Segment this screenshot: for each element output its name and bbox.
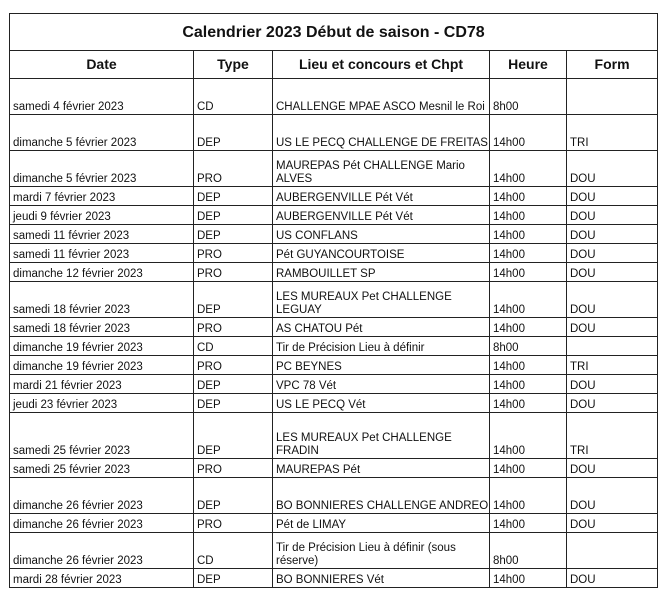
cell-date: dimanche 19 février 2023 <box>10 356 194 375</box>
cell-date: mardi 7 février 2023 <box>10 187 194 206</box>
cell-lieu: VPC 78 Vét <box>273 375 490 394</box>
cell-heure: 14h00 <box>490 356 567 375</box>
table-row <box>10 79 658 115</box>
cell-heure: 14h00 <box>490 478 567 514</box>
cell-form: DOU <box>567 282 658 318</box>
cell-heure: 14h00 <box>490 514 567 533</box>
table-row <box>10 115 658 151</box>
cell-heure: 14h00 <box>490 151 567 187</box>
header-type: Type <box>194 51 273 79</box>
cell-type: DEP <box>194 413 273 459</box>
cell-heure: 14h00 <box>490 394 567 413</box>
cell-lieu: MAUREPAS Pét <box>273 459 490 478</box>
cell-lieu: Pét de LIMAY <box>273 514 490 533</box>
table-row <box>10 413 658 459</box>
cell-heure: 14h00 <box>490 413 567 459</box>
cell-type: DEP <box>194 375 273 394</box>
cell-type: PRO <box>194 459 273 478</box>
header-form: Form <box>567 51 658 79</box>
cell-date: samedi 4 février 2023 <box>10 79 194 115</box>
table-row <box>10 282 658 318</box>
cell-date: dimanche 26 février 2023 <box>10 514 194 533</box>
cell-lieu: AUBERGENVILLE Pét Vét <box>273 187 490 206</box>
cell-lieu: US LE PECQ Vét <box>273 394 490 413</box>
cell-form: DOU <box>567 514 658 533</box>
cell-date: mardi 21 février 2023 <box>10 375 194 394</box>
cell-form: DOU <box>567 478 658 514</box>
cell-type: CD <box>194 79 273 115</box>
table-row <box>10 225 658 244</box>
cell-type: PRO <box>194 263 273 282</box>
cell-form: TRI <box>567 413 658 459</box>
cell-date: samedi 18 février 2023 <box>10 318 194 337</box>
header-lieu: Lieu et concours et Chpt <box>273 51 490 79</box>
cell-type: DEP <box>194 225 273 244</box>
cell-date: samedi 25 février 2023 <box>10 459 194 478</box>
page-title: Calendrier 2023 Début de saison - CD78 <box>10 14 658 51</box>
calendar-sheet <box>9 13 657 588</box>
cell-date: dimanche 26 février 2023 <box>10 478 194 514</box>
cell-lieu: US CONFLANS <box>273 225 490 244</box>
cell-heure: 14h00 <box>490 282 567 318</box>
cell-form: DOU <box>567 225 658 244</box>
cell-type: CD <box>194 533 273 569</box>
cell-date: dimanche 5 février 2023 <box>10 115 194 151</box>
cell-heure: 14h00 <box>490 115 567 151</box>
cell-form: DOU <box>567 459 658 478</box>
cell-heure: 14h00 <box>490 225 567 244</box>
cell-lieu: MAUREPAS Pét CHALLENGE Mario ALVES <box>273 151 490 187</box>
cell-date: samedi 25 février 2023 <box>10 413 194 459</box>
cell-heure: 14h00 <box>490 318 567 337</box>
table-row <box>10 206 658 225</box>
cell-form: TRI <box>567 356 658 375</box>
cell-date: jeudi 9 février 2023 <box>10 206 194 225</box>
cell-lieu: Tir de Précision Lieu à définir <box>273 337 490 356</box>
cell-type: DEP <box>194 478 273 514</box>
header-date: Date <box>10 51 194 79</box>
cell-form <box>567 337 658 356</box>
cell-lieu: PC BEYNES <box>273 356 490 375</box>
cell-form <box>567 533 658 569</box>
table-row <box>10 263 658 282</box>
cell-form: DOU <box>567 263 658 282</box>
cell-type: PRO <box>194 244 273 263</box>
table-row <box>10 459 658 478</box>
cell-date: jeudi 23 février 2023 <box>10 394 194 413</box>
cell-type: DEP <box>194 187 273 206</box>
table-row <box>10 187 658 206</box>
cell-date: mardi 28 février 2023 <box>10 569 194 588</box>
cell-form: DOU <box>567 394 658 413</box>
table-row <box>10 337 658 356</box>
cell-heure: 14h00 <box>490 459 567 478</box>
cell-lieu: LES MUREAUX Pet CHALLENGE LEGUAY <box>273 282 490 318</box>
cell-type: DEP <box>194 569 273 588</box>
cell-form: DOU <box>567 318 658 337</box>
cell-heure: 8h00 <box>490 533 567 569</box>
cell-lieu: BO BONNIERES Vét <box>273 569 490 588</box>
table-row <box>10 569 658 588</box>
cell-form: DOU <box>567 375 658 394</box>
cell-lieu: Tir de Précision Lieu à définir (sous réserve) <box>273 533 490 569</box>
cell-type: DEP <box>194 115 273 151</box>
cell-date: samedi 11 février 2023 <box>10 244 194 263</box>
cell-date: samedi 11 février 2023 <box>10 225 194 244</box>
cell-form: DOU <box>567 569 658 588</box>
cell-date: dimanche 19 février 2023 <box>10 337 194 356</box>
table-row <box>10 151 658 187</box>
cell-form: DOU <box>567 206 658 225</box>
cell-heure: 14h00 <box>490 187 567 206</box>
cell-date: dimanche 12 février 2023 <box>10 263 194 282</box>
cell-heure: 14h00 <box>490 244 567 263</box>
cell-heure: 8h00 <box>490 79 567 115</box>
table-row <box>10 356 658 375</box>
table-row <box>10 244 658 263</box>
cell-lieu: AS CHATOU Pét <box>273 318 490 337</box>
cell-type: DEP <box>194 206 273 225</box>
header-row <box>10 51 658 79</box>
cell-lieu: BO BONNIERES CHALLENGE ANDREO <box>273 478 490 514</box>
table-row <box>10 533 658 569</box>
calendar-table <box>9 13 658 588</box>
cell-type: DEP <box>194 282 273 318</box>
cell-heure: 14h00 <box>490 206 567 225</box>
cell-type: CD <box>194 337 273 356</box>
title-row <box>10 14 658 51</box>
cell-heure: 14h00 <box>490 569 567 588</box>
cell-lieu: CHALLENGE MPAE ASCO Mesnil le Roi <box>273 79 490 115</box>
cell-type: PRO <box>194 318 273 337</box>
cell-lieu: Pét GUYANCOURTOISE <box>273 244 490 263</box>
cell-lieu: AUBERGENVILLE Pét Vét <box>273 206 490 225</box>
cell-date: dimanche 5 février 2023 <box>10 151 194 187</box>
cell-type: PRO <box>194 151 273 187</box>
cell-form: DOU <box>567 151 658 187</box>
cell-heure: 8h00 <box>490 337 567 356</box>
cell-date: dimanche 26 février 2023 <box>10 533 194 569</box>
table-row <box>10 394 658 413</box>
cell-lieu: LES MUREAUX Pet CHALLENGE FRADIN <box>273 413 490 459</box>
cell-type: PRO <box>194 514 273 533</box>
cell-form: DOU <box>567 187 658 206</box>
cell-type: DEP <box>194 394 273 413</box>
header-heure: Heure <box>490 51 567 79</box>
table-row <box>10 514 658 533</box>
table-row <box>10 318 658 337</box>
cell-lieu: US LE PECQ CHALLENGE DE FREITAS <box>273 115 490 151</box>
cell-lieu: RAMBOUILLET SP <box>273 263 490 282</box>
cell-heure: 14h00 <box>490 263 567 282</box>
table-row <box>10 375 658 394</box>
cell-form: DOU <box>567 244 658 263</box>
cell-date: samedi 18 février 2023 <box>10 282 194 318</box>
cell-form: TRI <box>567 115 658 151</box>
table-row <box>10 478 658 514</box>
cell-type: PRO <box>194 356 273 375</box>
cell-heure: 14h00 <box>490 375 567 394</box>
cell-form <box>567 79 658 115</box>
